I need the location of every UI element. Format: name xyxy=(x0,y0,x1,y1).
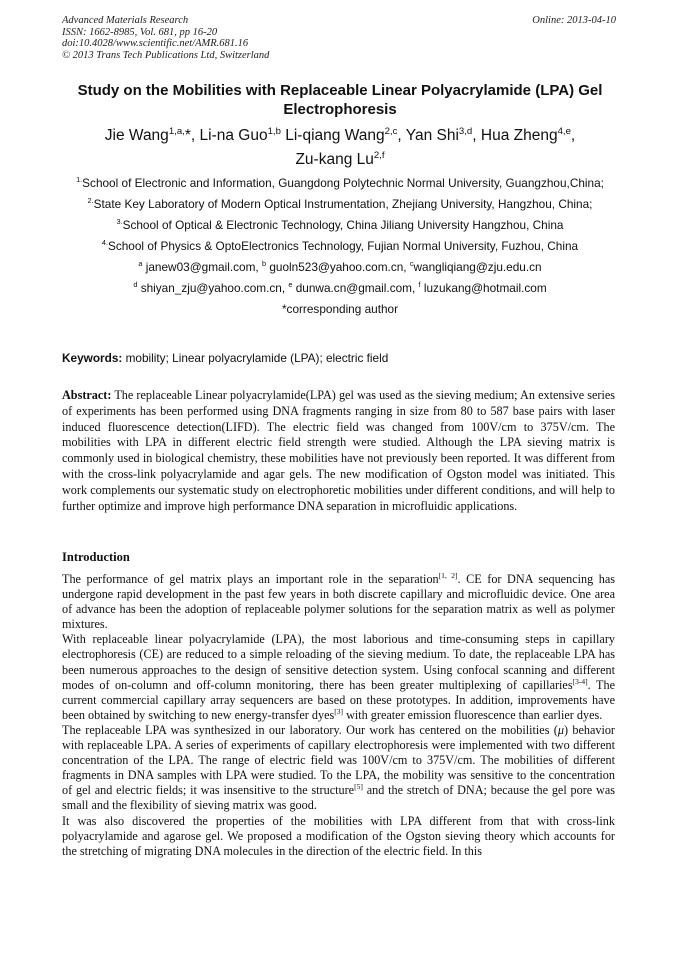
email-line xyxy=(62,259,618,275)
author-separator: , xyxy=(570,127,576,144)
online-date: Online: 2013-04-10 xyxy=(532,15,616,26)
email-line xyxy=(62,280,618,296)
author-separator: , xyxy=(472,127,481,144)
abstract-text: The replaceable Linear polyacrylamide(LPA) gel was used as the sieving medium; An extensive series of experiments has been performed using DNA fragments ranging in size from 80 to 587 base pairs with laser induced fluorescence detection(LIFD). The electric field was changed from 100V/cm to 375V/cm. The mobilities with LPA in different electric field strength were studied. Although the LPA sieving matrix is commonly used in biological chemistry, these mobilities have not previously been reported. It was different from with the cross-link polyacrylamide and agar gels. The new modification of Ogston model was initiated. This work complements our systematic study on electrophoretic mobilities under different conditions, and will help to further optimize and improve high performance DNA separation in microfluidic applications. xyxy=(62,388,615,513)
affiliation-text: State Key Laboratory of Modern Optical Instrumentation, Zhejiang University, Hangzhou, China; xyxy=(93,197,593,211)
paragraph-text: . CE for DNA sequencing has undergone rapid development in the past few years in both discrete capillary and microfluidic device. One area of advance has been the adoption of replaceable polymer solutions for the separation matrix as well as polymer mixtures. xyxy=(62,572,615,632)
corresponding-star: * xyxy=(184,127,191,144)
email-mark: e xyxy=(288,280,293,290)
citation: [1, 2] xyxy=(438,570,458,580)
citation: [5] xyxy=(354,782,363,792)
paragraph xyxy=(62,723,615,814)
author-name: Li-na Guo xyxy=(199,127,268,144)
keywords xyxy=(62,351,618,366)
copyright-line: © 2013 Trans Tech Publications Ltd, Switzerland xyxy=(62,49,270,61)
paragraph: It was also discovered the properties of the mobilities with LPA different from that with cross-link polyacrylamide and agarose gel. We proposed a modification of the Ogston sieving theory which accounts for the stretching of migrating DNA molecules in the direction of the electric field. In this xyxy=(62,813,615,858)
email-f[interactable]: luzukang@hotmail.com xyxy=(423,281,547,295)
author-affiliation-mark: 3,d xyxy=(458,125,473,137)
introduction-body xyxy=(62,572,615,859)
email-mark: a xyxy=(138,259,143,269)
paragraph-text: with greater emission fluorescence than earlier dyes. xyxy=(343,707,603,722)
keywords-text: mobility; Linear polyacrylamide (LPA); electric field xyxy=(122,351,389,365)
email-d[interactable]: shiyan_zju@yahoo.com.cn, xyxy=(140,281,286,295)
journal-name: Advanced Materials Research xyxy=(62,15,189,26)
paragraph xyxy=(62,632,615,723)
paragraph xyxy=(62,572,615,632)
paragraph-text: . The current commercial capillary array sequencers are based on these prototypes. In addition, improvements have been obtained by switching to new energy-transfer dyes xyxy=(62,677,615,722)
journal-header xyxy=(62,15,618,61)
affiliation-item xyxy=(62,217,618,233)
paragraph-text: The performance of gel matrix plays an important role in the separation xyxy=(62,572,439,586)
affiliation-item xyxy=(62,238,618,254)
affiliation-number: 3. xyxy=(116,217,123,227)
author-separator: , xyxy=(190,127,200,144)
author-name: Hua Zheng xyxy=(480,127,558,144)
author-list xyxy=(62,124,618,172)
affiliation-number: 4. xyxy=(101,238,108,248)
citation: [3-4] xyxy=(572,676,588,686)
author-separator: , xyxy=(397,127,406,144)
email-b[interactable]: guoln523@yahoo.com.cn, xyxy=(269,260,407,274)
affiliations xyxy=(62,175,618,322)
author-affiliation-mark: 4,e xyxy=(557,125,571,137)
email-e[interactable]: dunwa.cn@gmail.com, xyxy=(295,281,416,295)
author-affiliation-mark: 1,b xyxy=(267,125,281,137)
corresponding-note: *corresponding author xyxy=(281,302,399,316)
email-mark: d xyxy=(133,280,138,290)
author-affiliation-mark: 2,c xyxy=(384,125,398,137)
email-a[interactable]: janew03@gmail.com, xyxy=(145,260,259,274)
abstract xyxy=(62,388,615,514)
author-name: Jie Wang xyxy=(104,127,169,144)
affiliation-item xyxy=(62,175,618,191)
affiliation-item xyxy=(62,196,618,212)
author-affiliation-mark: 1,a, xyxy=(168,125,185,137)
affiliation-number: 2. xyxy=(87,196,94,206)
email-mark: c xyxy=(409,259,414,269)
keywords-label: Keywords: xyxy=(62,351,123,365)
issn-line: ISSN: 1662-8985, Vol. 681, pp 16-20 xyxy=(62,26,218,38)
paragraph-text: and the stretch of DNA; because the gel pore was small and the flexibility of sieving matrix was good. xyxy=(62,783,615,813)
paragraph-text: With replaceable linear polyacrylamide (LPA), the most laborious and time-consuming steps in capillary electrophoresis (CE) are reduced to a simple reloading of the sieving medium. To date, the replaceable LPA has been numerous approaches to the design of sensitive detection system. Using confocal scanning and different modes of on-column and off-column monitoring, there has been greater multiplexing of capillaries xyxy=(62,632,615,692)
author-name: Li-qiang Wang xyxy=(285,127,385,144)
email-mark: f xyxy=(418,280,421,290)
email-mark: b xyxy=(261,259,267,269)
affiliation-number: 1. xyxy=(76,175,83,185)
affiliation-text: School of Optical & Electronic Technology, China Jiliang University Hangzhou, China xyxy=(122,218,564,232)
affiliation-text: School of Electronic and Information, Guangdong Polytechnic Normal University, Guangzhou,China; xyxy=(82,176,604,190)
abstract-label: Abstract: xyxy=(62,388,112,402)
author-name: Yan Shi xyxy=(405,127,459,144)
affiliation-text: School of Physics & OptoElectronics Technology, Fujian Normal University, Fuzhou, China xyxy=(107,239,579,253)
author-affiliation-mark: 2,f xyxy=(373,149,385,161)
email-c[interactable]: wangliqiang@zju.edu.cn xyxy=(413,260,542,274)
paragraph-text: The replaceable LPA was synthesized in our laboratory. Our work has centered on the mobilities ( xyxy=(62,722,558,737)
author-name: Zu-kang Lu xyxy=(295,151,374,168)
section-heading-introduction: Introduction xyxy=(62,550,130,564)
mu-symbol: μ xyxy=(557,722,564,737)
doi-line: doi:10.4028/www.scientific.net/AMR.681.16 xyxy=(62,38,249,50)
paper-title: Study on the Mobilities with Replaceable Linear Polyacrylamide (LPA) Gel Electrophoresis xyxy=(77,82,603,118)
paragraph-text: ) behavior with replaceable LPA. A series of experiments of capillary electrophoresis were implemented with two different concentration of the LPA. The range of electric field was 100V/cm to 375V/cm. The mobilities of different fragments in DNA samples with LPA were studied. To the LPA, the mobility was sensitive to the concentration of gel and electric fields; it was insensitive to the structure xyxy=(62,722,615,798)
citation: [3] xyxy=(334,706,344,716)
